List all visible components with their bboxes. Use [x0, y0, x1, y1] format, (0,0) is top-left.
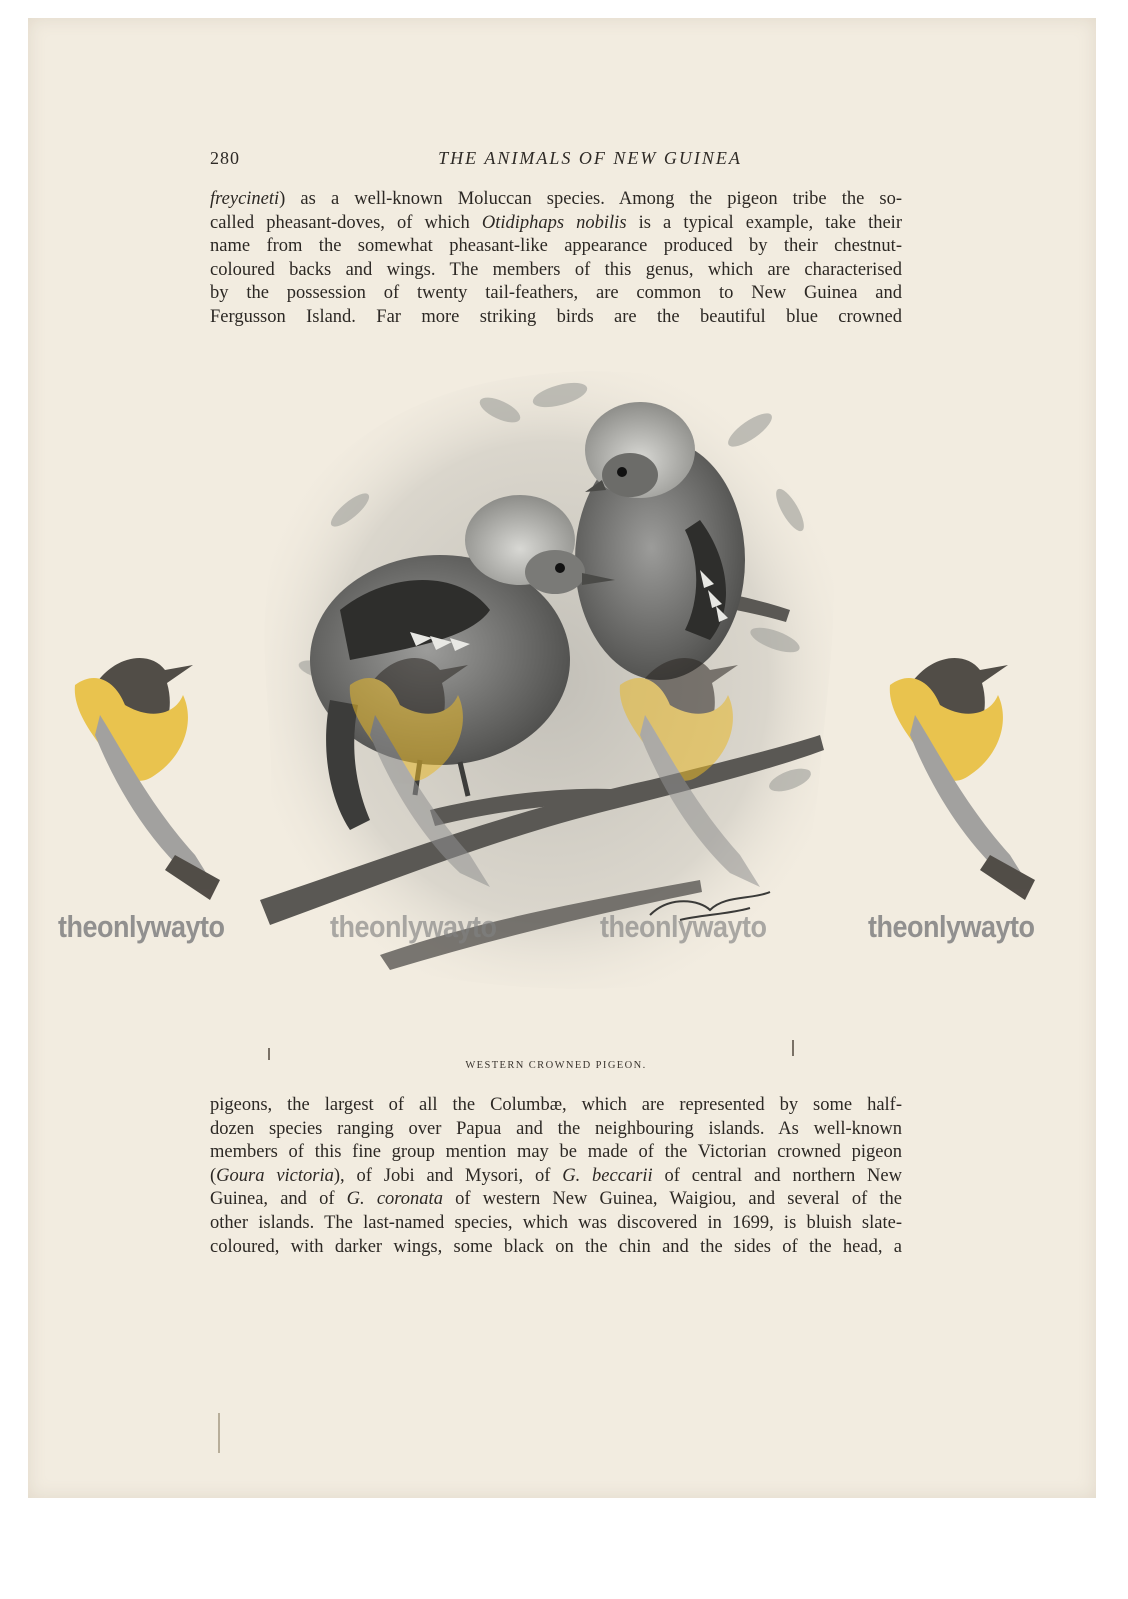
text-run: coloured backs and wings. The members of this genus, which are characterised: [210, 259, 902, 280]
text-run: of western New Guinea, Waigiou, and several of the: [442, 1189, 902, 1210]
text-line: [210, 1212, 902, 1236]
top-paragraph: [210, 188, 902, 330]
running-title: THE ANIMALS OF NEW GUINEA: [438, 148, 742, 168]
text-run: ) as a well-known Moluccan species. Among the pigeon tribe the so-: [279, 189, 902, 209]
watermark-oriole-center-left: [330, 625, 510, 905]
text-run: ), of Jobi and Mysori, of: [333, 1165, 563, 1186]
text-line: [210, 1236, 902, 1260]
watermark-text-1: theonlywayto: [58, 910, 225, 944]
text-run: is a typical example, take their: [626, 212, 902, 233]
text-run: Fergusson Island. Far more striking birds are the beautiful blue crowned: [210, 306, 902, 327]
text-run: name from the somewhat pheasant-like appearance produced by their chestnut-: [210, 236, 902, 257]
bottom-paragraph: [210, 1094, 902, 1259]
watermark-text-3: theonlywayto: [600, 910, 767, 944]
text-run: coloured, with darker wings, some black on the chin and the sides of the head, a: [210, 1236, 902, 1257]
text-run: called pheasant-doves, of which: [210, 212, 482, 233]
watermark-oriole-center-right: [600, 625, 780, 905]
text-line: [210, 282, 902, 306]
italic-term: G. beccarii: [562, 1165, 653, 1186]
text-run: by the possession of twenty tail-feathers, are common to New Guinea and: [210, 283, 902, 304]
italic-term: Goura victoria: [216, 1165, 334, 1186]
text-run: (: [210, 1165, 217, 1186]
watermark-text-4: theonlywayto: [868, 910, 1035, 944]
text-line: [210, 306, 902, 330]
text-run: of central and northern New: [652, 1165, 902, 1186]
plate-tick-left: [268, 1048, 270, 1060]
text-line: [210, 235, 902, 259]
paper-edge-mark: [218, 1413, 220, 1453]
plate-tick-right: [792, 1040, 794, 1056]
text-line: [210, 1094, 902, 1118]
watermark-oriole-left: [55, 625, 235, 905]
text-line: [210, 1141, 902, 1165]
text-run: dozen species ranging over Papua and the neighbouring islands. As well-known: [210, 1118, 902, 1139]
page-header: [210, 148, 910, 176]
text-line: [210, 259, 902, 283]
text-run: other islands. The last-named species, which was discovered in 1699, is bluish slate-: [210, 1212, 902, 1233]
italic-term: G. coronata: [346, 1189, 443, 1210]
text-run: pigeons, the largest of all the Columbæ, which are represented by some half-: [210, 1095, 902, 1115]
text-run: Guinea, and of: [210, 1189, 347, 1210]
watermark-oriole-right: [870, 625, 1050, 905]
watermark-text-2: theonlywayto: [330, 910, 497, 944]
plate-caption: WESTERN CROWNED PIGEON.: [465, 1060, 647, 1071]
page-number: 280: [210, 148, 240, 168]
text-line: [210, 1165, 902, 1189]
text-line: [210, 188, 902, 212]
italic-term: Otidiphaps nobilis: [481, 212, 627, 233]
text-run: members of this fine group mention may be made of the Victorian crowned pigeon: [210, 1142, 902, 1163]
text-line: [210, 1118, 902, 1142]
italic-term: freycineti: [210, 189, 280, 209]
text-line: [210, 212, 902, 236]
text-line: [210, 1188, 902, 1212]
